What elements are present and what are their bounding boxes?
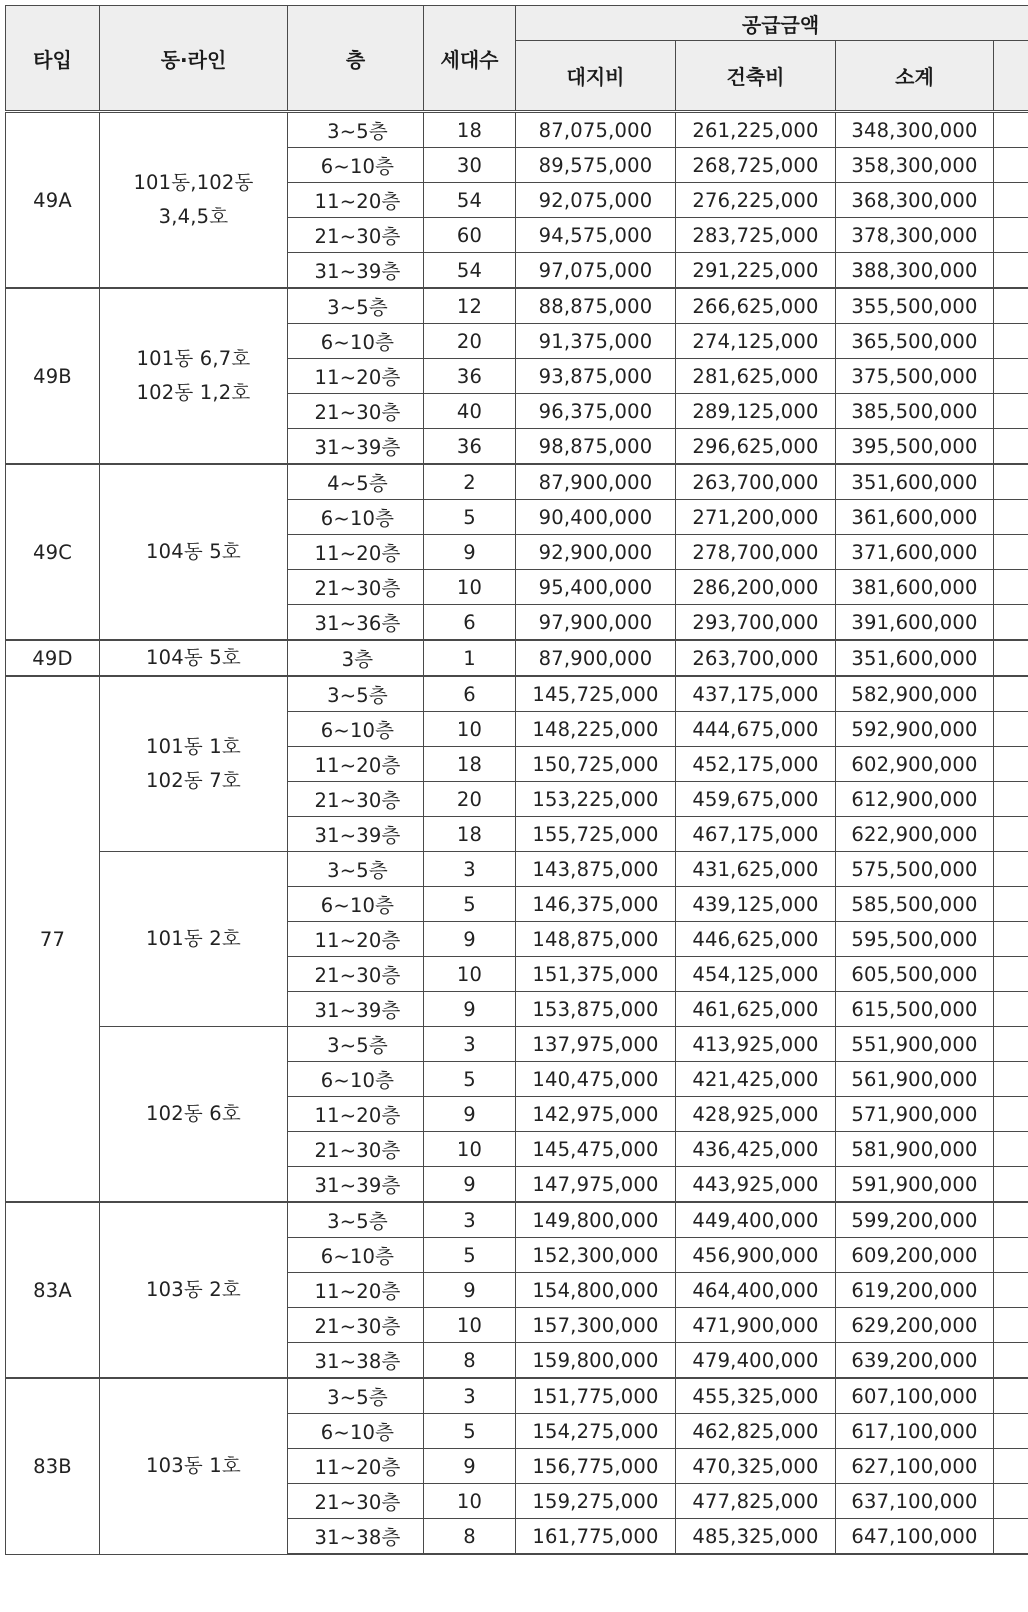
table-row xyxy=(6,464,1028,500)
cut-off-cell xyxy=(994,183,1028,218)
land-cost-cell: 145,725,000 xyxy=(516,676,676,712)
subtotal-cell: 582,900,000 xyxy=(836,676,994,712)
floor-cell: 6~10층 xyxy=(288,887,424,922)
cut-off-cell xyxy=(994,1097,1028,1132)
land-cost-cell: 149,800,000 xyxy=(516,1202,676,1238)
construction-cost-cell: 479,400,000 xyxy=(676,1343,836,1379)
floor-cell: 31~39층 xyxy=(288,429,424,465)
floor-cell: 11~20층 xyxy=(288,922,424,957)
construction-cost-cell: 271,200,000 xyxy=(676,500,836,535)
construction-cost-cell: 454,125,000 xyxy=(676,957,836,992)
households-cell: 12 xyxy=(424,288,516,324)
cut-off-cell xyxy=(994,887,1028,922)
construction-cost-cell: 436,425,000 xyxy=(676,1132,836,1167)
floor-cell: 11~20층 xyxy=(288,1097,424,1132)
land-cost-cell: 154,800,000 xyxy=(516,1273,676,1308)
floor-cell: 3~5층 xyxy=(288,1378,424,1414)
header-construction-cost: 건축비 xyxy=(676,41,836,112)
construction-cost-cell: 437,175,000 xyxy=(676,676,836,712)
cut-off-cell xyxy=(994,747,1028,782)
subtotal-cell: 612,900,000 xyxy=(836,782,994,817)
subtotal-cell: 591,900,000 xyxy=(836,1167,994,1203)
building-line-cell: 101동 6,7호 102동 1,2호 xyxy=(100,288,288,464)
floor-cell: 3~5층 xyxy=(288,1202,424,1238)
cut-off-cell xyxy=(994,782,1028,817)
land-cost-cell: 92,075,000 xyxy=(516,183,676,218)
land-cost-cell: 147,975,000 xyxy=(516,1167,676,1203)
land-cost-cell: 155,725,000 xyxy=(516,817,676,852)
cut-off-cell xyxy=(994,712,1028,747)
cut-off-cell xyxy=(994,1027,1028,1062)
subtotal-cell: 571,900,000 xyxy=(836,1097,994,1132)
floor-cell: 4~5층 xyxy=(288,464,424,500)
cut-off-cell xyxy=(994,817,1028,852)
cut-off-cell xyxy=(994,359,1028,394)
land-cost-cell: 96,375,000 xyxy=(516,394,676,429)
floor-cell: 6~10층 xyxy=(288,324,424,359)
cut-off-cell xyxy=(994,640,1028,676)
cut-off-cell xyxy=(994,922,1028,957)
subtotal-cell: 385,500,000 xyxy=(836,394,994,429)
land-cost-cell: 146,375,000 xyxy=(516,887,676,922)
households-cell: 5 xyxy=(424,1238,516,1273)
building-line-cell: 102동 6호 xyxy=(100,1027,288,1203)
land-cost-cell: 151,375,000 xyxy=(516,957,676,992)
land-cost-cell: 97,900,000 xyxy=(516,605,676,641)
floor-cell: 11~20층 xyxy=(288,747,424,782)
floor-cell: 6~10층 xyxy=(288,148,424,183)
land-cost-cell: 92,900,000 xyxy=(516,535,676,570)
type-cell: 83A xyxy=(6,1202,100,1378)
subtotal-cell: 561,900,000 xyxy=(836,1062,994,1097)
households-cell: 10 xyxy=(424,1132,516,1167)
floor-cell: 11~20층 xyxy=(288,359,424,394)
construction-cost-cell: 413,925,000 xyxy=(676,1027,836,1062)
cut-off-cell xyxy=(994,1062,1028,1097)
subtotal-cell: 599,200,000 xyxy=(836,1202,994,1238)
land-cost-cell: 137,975,000 xyxy=(516,1027,676,1062)
households-cell: 54 xyxy=(424,183,516,218)
land-cost-cell: 161,775,000 xyxy=(516,1519,676,1555)
land-cost-cell: 150,725,000 xyxy=(516,747,676,782)
land-cost-cell: 143,875,000 xyxy=(516,852,676,887)
cut-off-cell xyxy=(994,1449,1028,1484)
households-cell: 18 xyxy=(424,112,516,148)
type-cell: 49B xyxy=(6,288,100,464)
floor-cell: 11~20층 xyxy=(288,183,424,218)
households-cell: 20 xyxy=(424,324,516,359)
building-line-cell: 104동 5호 xyxy=(100,464,288,640)
table-row xyxy=(6,1027,1028,1062)
cut-off-cell xyxy=(994,1167,1028,1203)
households-cell: 36 xyxy=(424,359,516,394)
households-cell: 9 xyxy=(424,1167,516,1203)
land-cost-cell: 159,275,000 xyxy=(516,1484,676,1519)
subtotal-cell: 355,500,000 xyxy=(836,288,994,324)
cut-off-cell xyxy=(994,1519,1028,1555)
cut-off-cell xyxy=(994,394,1028,429)
subtotal-cell: 647,100,000 xyxy=(836,1519,994,1555)
construction-cost-cell: 456,900,000 xyxy=(676,1238,836,1273)
floor-cell: 31~39층 xyxy=(288,1167,424,1203)
households-cell: 10 xyxy=(424,957,516,992)
construction-cost-cell: 261,225,000 xyxy=(676,112,836,148)
construction-cost-cell: 278,700,000 xyxy=(676,535,836,570)
households-cell: 40 xyxy=(424,394,516,429)
households-cell: 54 xyxy=(424,253,516,289)
floor-cell: 3층 xyxy=(288,640,424,676)
header-land-cost: 대지비 xyxy=(516,41,676,112)
households-cell: 8 xyxy=(424,1519,516,1555)
land-cost-cell: 159,800,000 xyxy=(516,1343,676,1379)
cut-off-cell xyxy=(994,218,1028,253)
subtotal-cell: 617,100,000 xyxy=(836,1414,994,1449)
construction-cost-cell: 455,325,000 xyxy=(676,1378,836,1414)
construction-cost-cell: 443,925,000 xyxy=(676,1167,836,1203)
construction-cost-cell: 263,700,000 xyxy=(676,640,836,676)
households-cell: 10 xyxy=(424,1484,516,1519)
header-subtotal: 소계 xyxy=(836,41,994,112)
construction-cost-cell: 477,825,000 xyxy=(676,1484,836,1519)
construction-cost-cell: 431,625,000 xyxy=(676,852,836,887)
land-cost-cell: 98,875,000 xyxy=(516,429,676,465)
cut-off-cell xyxy=(994,500,1028,535)
land-cost-cell: 94,575,000 xyxy=(516,218,676,253)
cut-off-cell xyxy=(994,852,1028,887)
cut-off-cell xyxy=(994,535,1028,570)
subtotal-cell: 607,100,000 xyxy=(836,1378,994,1414)
subtotal-cell: 388,300,000 xyxy=(836,253,994,289)
building-line-cell: 103동 2호 xyxy=(100,1202,288,1378)
subtotal-cell: 365,500,000 xyxy=(836,324,994,359)
construction-cost-cell: 449,400,000 xyxy=(676,1202,836,1238)
construction-cost-cell: 291,225,000 xyxy=(676,253,836,289)
land-cost-cell: 145,475,000 xyxy=(516,1132,676,1167)
table-row xyxy=(6,640,1028,676)
cut-off-cell xyxy=(994,605,1028,641)
cut-off-cell xyxy=(994,1414,1028,1449)
floor-cell: 6~10층 xyxy=(288,500,424,535)
households-cell: 60 xyxy=(424,218,516,253)
land-cost-cell: 87,900,000 xyxy=(516,464,676,500)
subtotal-cell: 581,900,000 xyxy=(836,1132,994,1167)
land-cost-cell: 148,875,000 xyxy=(516,922,676,957)
construction-cost-cell: 485,325,000 xyxy=(676,1519,836,1555)
households-cell: 5 xyxy=(424,1062,516,1097)
cut-off-cell xyxy=(994,1202,1028,1238)
subtotal-cell: 602,900,000 xyxy=(836,747,994,782)
land-cost-cell: 156,775,000 xyxy=(516,1449,676,1484)
construction-cost-cell: 462,825,000 xyxy=(676,1414,836,1449)
building-line-cell: 103동 1호 xyxy=(100,1378,288,1554)
cut-off-cell xyxy=(994,570,1028,605)
households-cell: 30 xyxy=(424,148,516,183)
floor-cell: 3~5층 xyxy=(288,676,424,712)
floor-cell: 3~5층 xyxy=(288,852,424,887)
table-row xyxy=(6,1202,1028,1238)
cut-off-cell xyxy=(994,429,1028,465)
subtotal-cell: 585,500,000 xyxy=(836,887,994,922)
construction-cost-cell: 266,625,000 xyxy=(676,288,836,324)
subtotal-cell: 361,600,000 xyxy=(836,500,994,535)
table-row xyxy=(6,1378,1028,1414)
subtotal-cell: 551,900,000 xyxy=(836,1027,994,1062)
land-cost-cell: 142,975,000 xyxy=(516,1097,676,1132)
land-cost-cell: 91,375,000 xyxy=(516,324,676,359)
subtotal-cell: 378,300,000 xyxy=(836,218,994,253)
households-cell: 3 xyxy=(424,852,516,887)
subtotal-cell: 619,200,000 xyxy=(836,1273,994,1308)
floor-cell: 21~30층 xyxy=(288,1484,424,1519)
cut-off-cell xyxy=(994,1132,1028,1167)
cut-off-cell xyxy=(994,464,1028,500)
construction-cost-cell: 293,700,000 xyxy=(676,605,836,641)
header-supply-amount: 공급금액 xyxy=(516,6,1028,41)
floor-cell: 31~38층 xyxy=(288,1343,424,1379)
construction-cost-cell: 289,125,000 xyxy=(676,394,836,429)
households-cell: 10 xyxy=(424,1308,516,1343)
construction-cost-cell: 274,125,000 xyxy=(676,324,836,359)
households-cell: 10 xyxy=(424,570,516,605)
subtotal-cell: 637,100,000 xyxy=(836,1484,994,1519)
construction-cost-cell: 286,200,000 xyxy=(676,570,836,605)
construction-cost-cell: 268,725,000 xyxy=(676,148,836,183)
header-cut-off-column xyxy=(994,41,1028,112)
construction-cost-cell: 446,625,000 xyxy=(676,922,836,957)
cut-off-cell xyxy=(994,992,1028,1027)
floor-cell: 31~39층 xyxy=(288,817,424,852)
cut-off-cell xyxy=(994,112,1028,148)
land-cost-cell: 140,475,000 xyxy=(516,1062,676,1097)
subtotal-cell: 368,300,000 xyxy=(836,183,994,218)
construction-cost-cell: 296,625,000 xyxy=(676,429,836,465)
floor-cell: 21~30층 xyxy=(288,1308,424,1343)
households-cell: 9 xyxy=(424,992,516,1027)
households-cell: 20 xyxy=(424,782,516,817)
table-body xyxy=(6,112,1028,1555)
households-cell: 8 xyxy=(424,1343,516,1379)
construction-cost-cell: 471,900,000 xyxy=(676,1308,836,1343)
construction-cost-cell: 470,325,000 xyxy=(676,1449,836,1484)
cut-off-cell xyxy=(994,1378,1028,1414)
households-cell: 2 xyxy=(424,464,516,500)
land-cost-cell: 87,900,000 xyxy=(516,640,676,676)
households-cell: 5 xyxy=(424,500,516,535)
construction-cost-cell: 421,425,000 xyxy=(676,1062,836,1097)
type-cell: 83B xyxy=(6,1378,100,1554)
subtotal-cell: 351,600,000 xyxy=(836,464,994,500)
floor-cell: 6~10층 xyxy=(288,712,424,747)
floor-cell: 31~39층 xyxy=(288,992,424,1027)
subtotal-cell: 381,600,000 xyxy=(836,570,994,605)
floor-cell: 6~10층 xyxy=(288,1062,424,1097)
construction-cost-cell: 439,125,000 xyxy=(676,887,836,922)
floor-cell: 11~20층 xyxy=(288,535,424,570)
floor-cell: 21~30층 xyxy=(288,394,424,429)
subtotal-cell: 629,200,000 xyxy=(836,1308,994,1343)
households-cell: 1 xyxy=(424,640,516,676)
type-cell: 49C xyxy=(6,464,100,640)
households-cell: 3 xyxy=(424,1378,516,1414)
floor-cell: 11~20층 xyxy=(288,1273,424,1308)
cut-off-cell xyxy=(994,324,1028,359)
floor-cell: 31~39층 xyxy=(288,253,424,289)
table-header xyxy=(6,6,1028,112)
households-cell: 9 xyxy=(424,1097,516,1132)
households-cell: 9 xyxy=(424,1449,516,1484)
land-cost-cell: 148,225,000 xyxy=(516,712,676,747)
table-row xyxy=(6,288,1028,324)
households-cell: 5 xyxy=(424,887,516,922)
cut-off-cell xyxy=(994,148,1028,183)
header-floor: 층 xyxy=(288,6,424,112)
land-cost-cell: 153,875,000 xyxy=(516,992,676,1027)
subtotal-cell: 348,300,000 xyxy=(836,112,994,148)
subtotal-cell: 622,900,000 xyxy=(836,817,994,852)
subtotal-cell: 615,500,000 xyxy=(836,992,994,1027)
subtotal-cell: 358,300,000 xyxy=(836,148,994,183)
subtotal-cell: 391,600,000 xyxy=(836,605,994,641)
households-cell: 9 xyxy=(424,535,516,570)
table-row xyxy=(6,112,1028,148)
cut-off-cell xyxy=(994,676,1028,712)
subtotal-cell: 605,500,000 xyxy=(836,957,994,992)
cut-off-cell xyxy=(994,1273,1028,1308)
construction-cost-cell: 459,675,000 xyxy=(676,782,836,817)
construction-cost-cell: 461,625,000 xyxy=(676,992,836,1027)
land-cost-cell: 89,575,000 xyxy=(516,148,676,183)
type-cell: 49A xyxy=(6,112,100,289)
land-cost-cell: 95,400,000 xyxy=(516,570,676,605)
construction-cost-cell: 276,225,000 xyxy=(676,183,836,218)
header-building-line: 동·라인 xyxy=(100,6,288,112)
construction-cost-cell: 428,925,000 xyxy=(676,1097,836,1132)
households-cell: 10 xyxy=(424,712,516,747)
table-row xyxy=(6,852,1028,887)
households-cell: 9 xyxy=(424,1273,516,1308)
floor-cell: 21~30층 xyxy=(288,782,424,817)
floor-cell: 21~30층 xyxy=(288,1132,424,1167)
header-type: 타입 xyxy=(6,6,100,112)
land-cost-cell: 88,875,000 xyxy=(516,288,676,324)
construction-cost-cell: 281,625,000 xyxy=(676,359,836,394)
floor-cell: 31~38층 xyxy=(288,1519,424,1555)
subtotal-cell: 375,500,000 xyxy=(836,359,994,394)
construction-cost-cell: 467,175,000 xyxy=(676,817,836,852)
subtotal-cell: 371,600,000 xyxy=(836,535,994,570)
floor-cell: 3~5층 xyxy=(288,288,424,324)
floor-cell: 21~30층 xyxy=(288,957,424,992)
land-cost-cell: 93,875,000 xyxy=(516,359,676,394)
cut-off-cell xyxy=(994,1343,1028,1379)
construction-cost-cell: 452,175,000 xyxy=(676,747,836,782)
floor-cell: 31~36층 xyxy=(288,605,424,641)
land-cost-cell: 152,300,000 xyxy=(516,1238,676,1273)
floor-cell: 21~30층 xyxy=(288,218,424,253)
cut-off-cell xyxy=(994,1238,1028,1273)
land-cost-cell: 90,400,000 xyxy=(516,500,676,535)
subtotal-cell: 627,100,000 xyxy=(836,1449,994,1484)
households-cell: 6 xyxy=(424,676,516,712)
construction-cost-cell: 283,725,000 xyxy=(676,218,836,253)
subtotal-cell: 575,500,000 xyxy=(836,852,994,887)
floor-cell: 6~10층 xyxy=(288,1414,424,1449)
cut-off-cell xyxy=(994,288,1028,324)
type-cell: 77 xyxy=(6,676,100,1202)
type-cell: 49D xyxy=(6,640,100,676)
households-cell: 9 xyxy=(424,922,516,957)
header-households: 세대수 xyxy=(424,6,516,112)
floor-cell: 21~30층 xyxy=(288,570,424,605)
households-cell: 3 xyxy=(424,1202,516,1238)
households-cell: 18 xyxy=(424,817,516,852)
households-cell: 5 xyxy=(424,1414,516,1449)
households-cell: 3 xyxy=(424,1027,516,1062)
land-cost-cell: 153,225,000 xyxy=(516,782,676,817)
building-line-cell: 101동 2호 xyxy=(100,852,288,1027)
households-cell: 6 xyxy=(424,605,516,641)
construction-cost-cell: 263,700,000 xyxy=(676,464,836,500)
table-row xyxy=(6,676,1028,712)
floor-cell: 3~5층 xyxy=(288,1027,424,1062)
subtotal-cell: 609,200,000 xyxy=(836,1238,994,1273)
households-cell: 18 xyxy=(424,747,516,782)
floor-cell: 11~20층 xyxy=(288,1449,424,1484)
land-cost-cell: 97,075,000 xyxy=(516,253,676,289)
cut-off-cell xyxy=(994,1484,1028,1519)
subtotal-cell: 595,500,000 xyxy=(836,922,994,957)
construction-cost-cell: 464,400,000 xyxy=(676,1273,836,1308)
cut-off-cell xyxy=(994,957,1028,992)
land-cost-cell: 154,275,000 xyxy=(516,1414,676,1449)
subtotal-cell: 639,200,000 xyxy=(836,1343,994,1379)
building-line-cell: 101동 1호 102동 7호 xyxy=(100,676,288,852)
floor-cell: 3~5층 xyxy=(288,112,424,148)
construction-cost-cell: 444,675,000 xyxy=(676,712,836,747)
land-cost-cell: 87,075,000 xyxy=(516,112,676,148)
land-cost-cell: 157,300,000 xyxy=(516,1308,676,1343)
land-cost-cell: 151,775,000 xyxy=(516,1378,676,1414)
subtotal-cell: 351,600,000 xyxy=(836,640,994,676)
building-line-cell: 101동,102동 3,4,5호 xyxy=(100,112,288,289)
cut-off-cell xyxy=(994,1308,1028,1343)
cut-off-cell xyxy=(994,253,1028,289)
floor-cell: 6~10층 xyxy=(288,1238,424,1273)
subtotal-cell: 395,500,000 xyxy=(836,429,994,465)
supply-price-table xyxy=(5,5,1028,1555)
building-line-cell: 104동 5호 xyxy=(100,640,288,676)
households-cell: 36 xyxy=(424,429,516,465)
subtotal-cell: 592,900,000 xyxy=(836,712,994,747)
